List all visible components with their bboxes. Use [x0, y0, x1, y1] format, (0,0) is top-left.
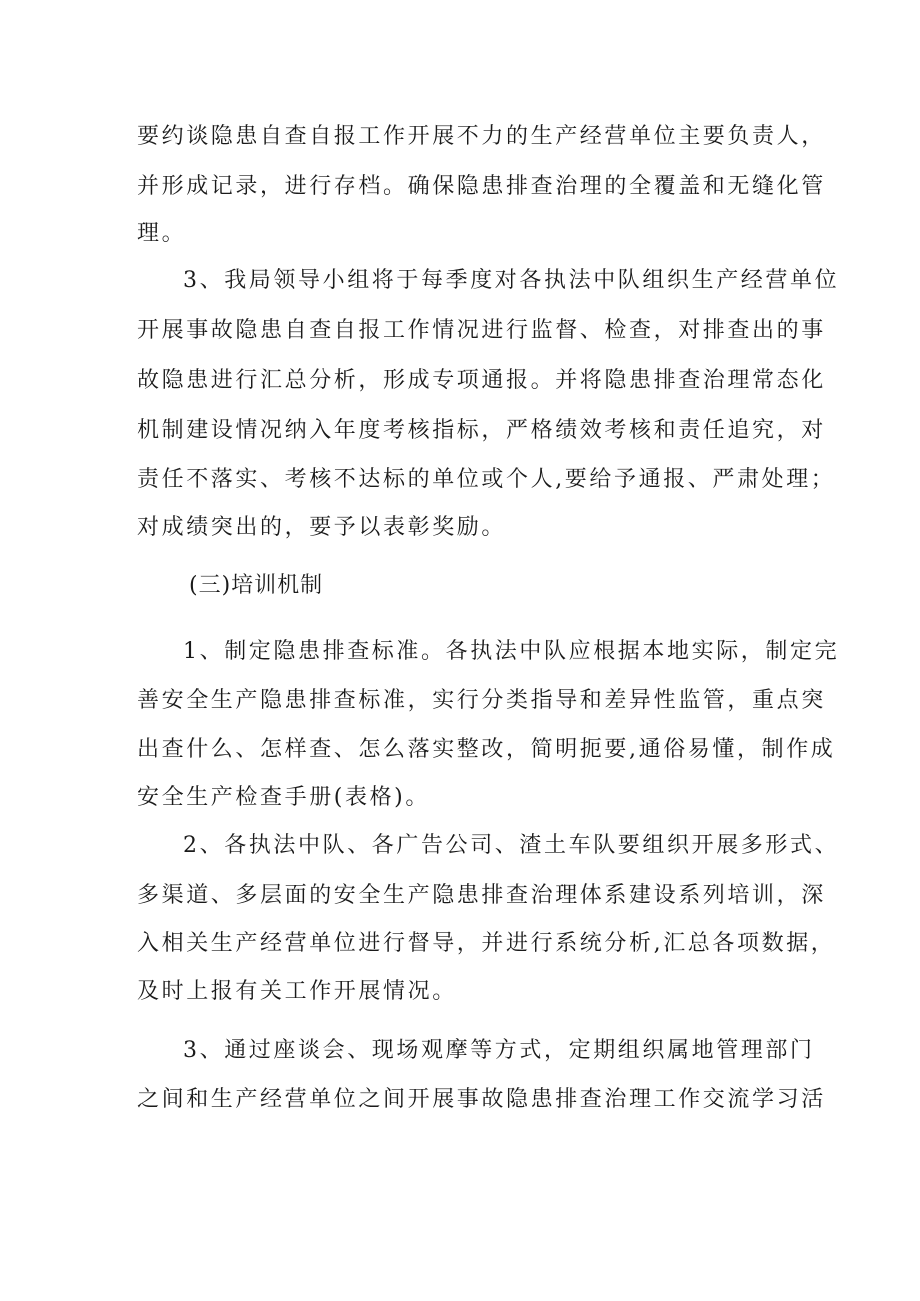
paragraph-line: 多渠道、多层面的安全生产隐患排查治理体系建设系列培训，深 — [137, 883, 826, 908]
paragraph-line: 2、各执法中队、各广告公司、渣土车队要组织开展多形式、 — [183, 833, 840, 858]
paragraph-line: 入相关生产经营单位进行督导，并进行系统分析,汇总各项数据， — [137, 931, 836, 956]
paragraph-line: 1、制定隐患排查标准。各执法中队应根据本地实际，制定完 — [183, 639, 840, 664]
paragraph-line: 并形成记录，进行存档。确保隐患排查治理的全覆盖和无缝化管 — [137, 174, 826, 199]
paragraph-line: 机制建设情况纳入年度考核指标，严格绩效考核和责任追究，对 — [137, 418, 826, 443]
paragraph-line: 理。 — [137, 221, 187, 246]
paragraph-line: 3、我局领导小组将于每季度对各执法中队组织生产经营单位 — [183, 268, 840, 293]
paragraph-line: 善安全生产隐患排查标准，实行分类指导和差异性监管，重点突 — [137, 688, 826, 713]
paragraph-line: 出查什么、怎样查、怎么落实整改，简明扼要,通俗易懂，制作成 — [137, 737, 836, 762]
paragraph-line: 要约谈隐患自查自报工作开展不力的生产经营单位主要负责人， — [137, 124, 826, 149]
paragraph-line: 3、通过座谈会、现场观摩等方式，定期组织属地管理部门 — [183, 1038, 815, 1063]
paragraph-line: 故隐患进行汇总分析，形成专项通报。并将隐患排查治理常态化 — [137, 368, 826, 393]
paragraph-line: 责任不落实、考核不达标的单位或个人,要给予通报、严肃处理； — [137, 467, 836, 492]
section-heading: (三)培训机制 — [189, 573, 324, 598]
paragraph-line: 之间和生产经营单位之间开展事故隐患排查治理工作交流学习活 — [137, 1087, 826, 1112]
paragraph-line: 安全生产检查手册(表格)。 — [137, 785, 430, 810]
paragraph-line: 及时上报有关工作开展情况。 — [137, 979, 457, 1004]
paragraph-line: 开展事故隐患自查自报工作情况进行监督、检查，对排查出的事 — [137, 318, 826, 343]
paragraph-line: 对成绩突出的，要予以表彰奖励。 — [137, 515, 507, 540]
